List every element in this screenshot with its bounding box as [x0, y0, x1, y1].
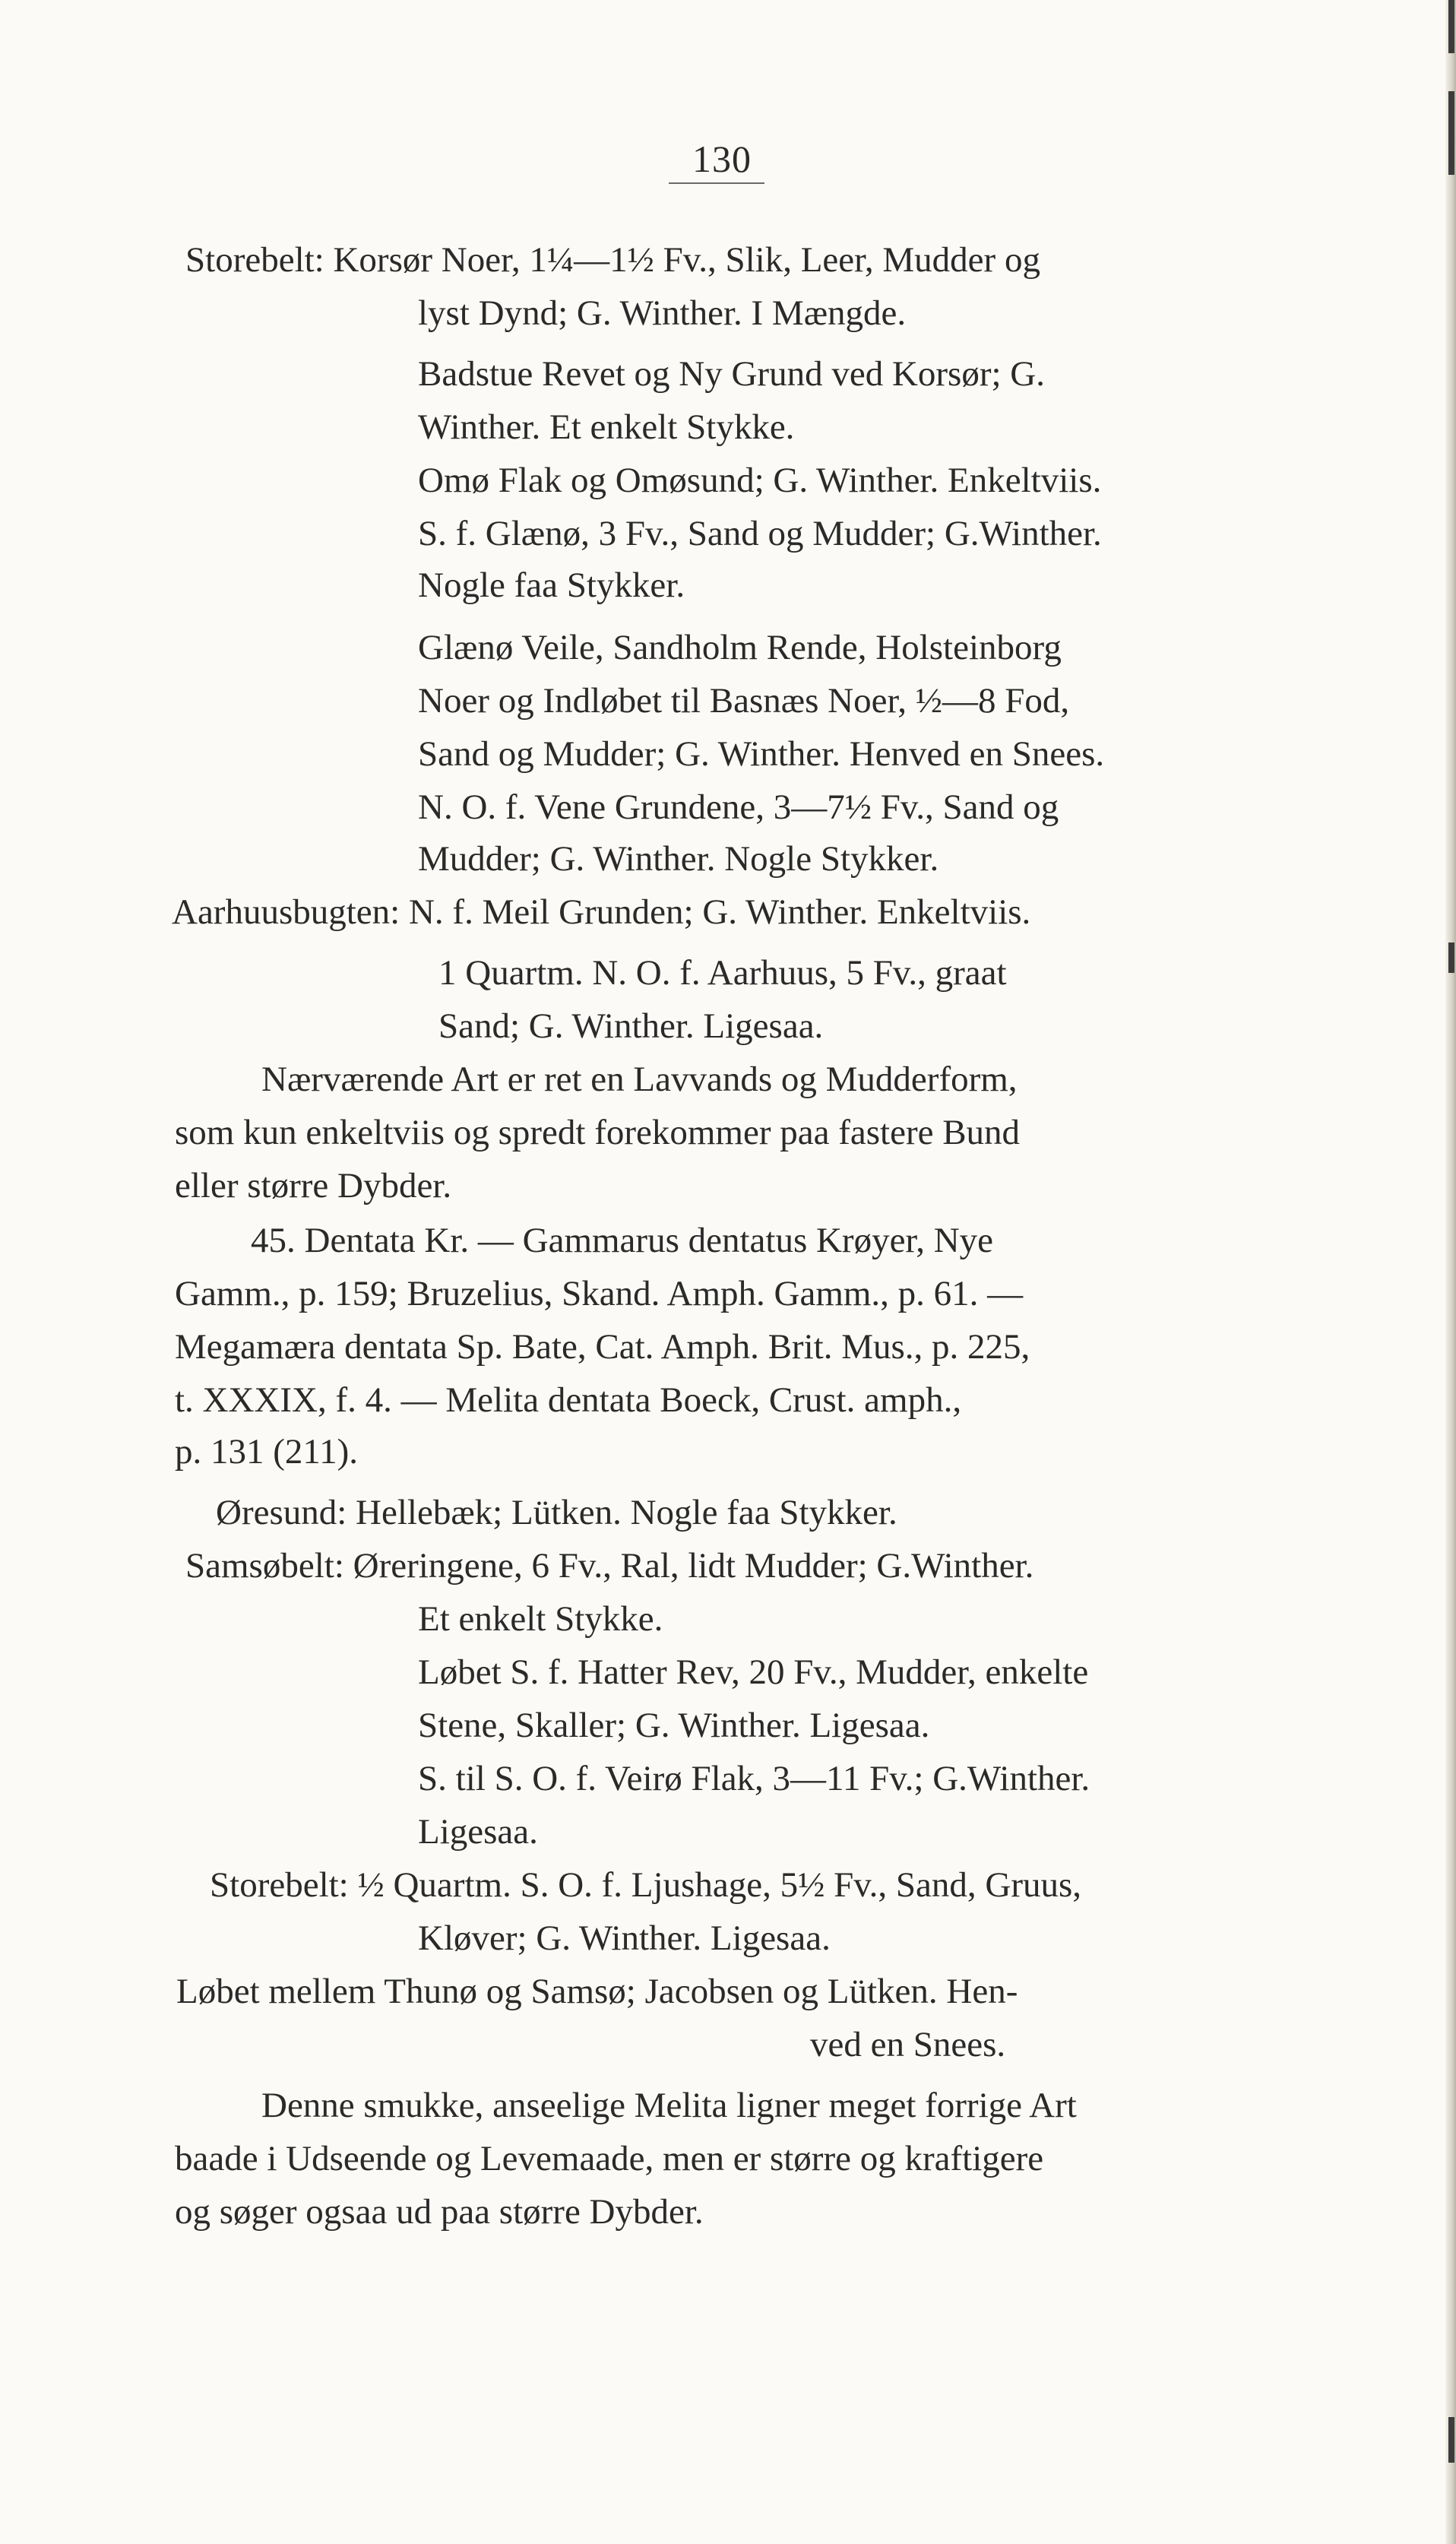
text-line: ved en Snees.	[810, 2025, 1006, 2064]
text-line: Samsøbelt: Øreringene, 6 Fv., Ral, lidt Mudder; G.Winther.	[185, 1546, 1034, 1586]
text-line: Gamm., p. 159; Bruzelius, Skand. Amph. Gamm., p. 61. —	[175, 1274, 1024, 1313]
text-line: Sand og Mudder; G. Winther. Henved en Snees.	[418, 734, 1105, 774]
text-line: Nærværende Art er ret en Lavvands og Mudderform,	[261, 1060, 1018, 1099]
text-line: Megamæra dentata Sp. Bate, Cat. Amph. Brit. Mus., p. 225,	[175, 1327, 1030, 1367]
text-line: S. f. Glænø, 3 Fv., Sand og Mudder; G.Winther.	[418, 514, 1102, 553]
text-line: Øresund: Hellebæk; Lütken. Nogle faa Stykker.	[216, 1493, 897, 1532]
text-line: S. til S. O. f. Veirø Flak, 3—11 Fv.; G.Winther.	[418, 1759, 1090, 1798]
edge-mark	[1448, 0, 1454, 53]
text-line: Løbet S. f. Hatter Rev, 20 Fv., Mudder, enkelte	[418, 1652, 1089, 1692]
page-number: 130	[692, 138, 752, 180]
text-line: Stene, Skaller; G. Winther. Ligesaa.	[418, 1706, 930, 1745]
text-line: t. XXXIX, f. 4. — Melita dentata Boeck, Crust. amph.,	[175, 1380, 962, 1420]
text-line: Storebelt: ½ Quartm. S. O. f. Ljushage, 5½ Fv., Sand, Gruus,	[210, 1865, 1082, 1905]
text-line: Badstue Revet og Ny Grund ved Korsør; G.	[418, 354, 1045, 394]
text-line: Glænø Veile, Sandholm Rende, Holsteinborg	[418, 628, 1062, 667]
edge-mark	[1448, 943, 1454, 973]
text-line: Winther. Et enkelt Stykke.	[418, 407, 795, 447]
text-line: 45. Dentata Kr. — Gammarus dentatus Krøyer, Nye	[251, 1221, 994, 1260]
text-line: p. 131 (211).	[175, 1432, 359, 1472]
page-edge	[1445, 0, 1456, 2544]
text-line: Aarhuusbugten: N. f. Meil Grunden; G. Winther. Enkeltviis.	[172, 892, 1031, 932]
text-line: Mudder; G. Winther. Nogle Stykker.	[418, 839, 939, 879]
text-line: baade i Udseende og Levemaade, men er større og kraftigere	[175, 2139, 1044, 2178]
text-line: Et enkelt Stykke.	[418, 1599, 663, 1639]
text-line: lyst Dynd; G. Winther. I Mængde.	[418, 293, 907, 333]
text-line: Omø Flak og Omøsund; G. Winther. Enkeltviis.	[418, 461, 1102, 500]
text-line: Storebelt: Korsør Noer, 1¼—1½ Fv., Slik, Leer, Mudder og	[185, 240, 1040, 280]
text-line: Løbet mellem Thunø og Samsø; Jacobsen og Lütken. Hen-	[176, 1972, 1018, 2011]
text-line: Ligesaa.	[418, 1812, 538, 1852]
text-line: N. O. f. Vene Grundene, 3—7½ Fv., Sand og	[418, 787, 1059, 827]
page-number-rule	[669, 182, 764, 184]
text-line: 1 Quartm. N. O. f. Aarhuus, 5 Fv., graat	[438, 953, 1007, 993]
text-line: Sand; G. Winther. Ligesaa.	[438, 1006, 824, 1046]
edge-mark	[1448, 2417, 1454, 2463]
edge-mark	[1448, 91, 1454, 175]
text-line: Denne smukke, anseelige Melita ligner meget forrige Art	[261, 2086, 1077, 2125]
text-line: Noer og Indløbet til Basnæs Noer, ½—8 Fod,	[418, 681, 1070, 721]
text-line: Nogle faa Stykker.	[418, 566, 685, 605]
text-line: som kun enkeltviis og spredt forekommer paa fastere Bund	[175, 1113, 1021, 1152]
text-line: eller større Dybder.	[175, 1166, 452, 1205]
text-line: Kløver; G. Winther. Ligesaa.	[418, 1918, 831, 1958]
text-line: og søger ogsaa ud paa større Dybder.	[175, 2192, 704, 2232]
